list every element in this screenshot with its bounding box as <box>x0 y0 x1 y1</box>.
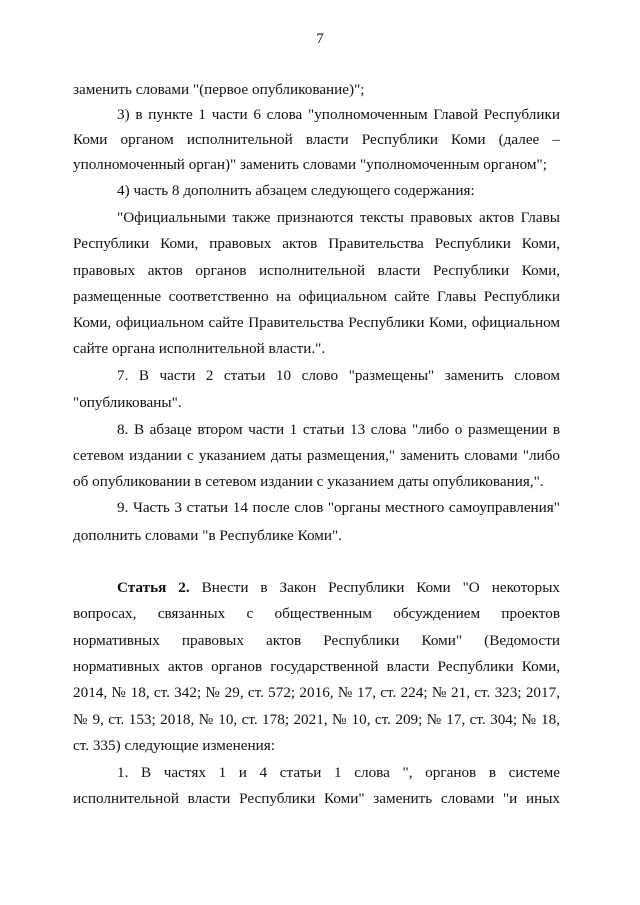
text-line: нормативных актов органов государственной власти Республики Коми, <box>73 658 560 675</box>
text-line: Коми органом исполнительной власти Республики Коми (далее – <box>73 131 560 148</box>
text-line: ст. 335) следующие изменения: <box>73 737 275 754</box>
text-line: размещенные соответственно на официальном сайте Главы Республики <box>73 288 560 305</box>
text-line: сайте органа исполнительной власти.". <box>73 340 326 357</box>
article-heading: Статья 2. <box>117 579 190 596</box>
text-line: исполнительной власти Республики Коми" заменить словами "и иных <box>73 790 560 807</box>
text-line: нормативных правовых актов Республики Коми" (Ведомости <box>73 632 560 649</box>
text-line: 9. Часть 3 статьи 14 после слов "органы местного самоуправления" <box>117 499 560 516</box>
text-line: 1. В частях 1 и 4 статьи 1 слова ", органов в системе <box>117 764 560 781</box>
text-line: 3) в пункте 1 части 6 слова "уполномоченным Главой Республики <box>117 106 560 123</box>
text-line: уполномоченный орган)" заменить словами "уполномоченным органом"; <box>73 156 547 173</box>
text-line: правовых актов органов исполнительной власти Республики Коми, <box>73 262 560 279</box>
text-line: "опубликованы". <box>73 394 182 411</box>
text-line: 8. В абзаце втором части 1 статьи 13 слова "либо о размещении в <box>117 421 560 438</box>
text-line: 7. В части 2 статьи 10 слово "размещены" заменить словом <box>117 367 560 384</box>
text-line: вопросах, связанных с общественным обсуждением проектов <box>73 605 560 622</box>
text-line: 2014, № 18, ст. 342; № 29, ст. 572; 2016, № 17, ст. 224; № 21, ст. 323; 2017, <box>73 684 560 701</box>
text-line: об опубликовании в сетевом издании с указанием даты опубликования,". <box>73 473 544 490</box>
page-number: 7 <box>316 31 324 47</box>
text-line: Статья 2. Внести в Закон Республики Коми "О некоторых <box>117 579 561 596</box>
text-line: № 9, ст. 153; 2018, № 10, ст. 178; 2021, № 10, ст. 209; № 17, ст. 304; № 18, <box>73 711 560 728</box>
text-line: Коми, официальном сайте Правительства Республики Коми, официальном <box>73 314 560 331</box>
text-line: дополнить словами "в Республике Коми". <box>73 527 342 544</box>
text-line: сетевом издании с указанием даты размещения," заменить словами "либо <box>73 447 560 464</box>
text-line: "Официальными также признаются тексты правовых актов Главы <box>117 209 560 226</box>
text-line: Республики Коми, правовых актов Правительства Республики Коми, <box>73 235 560 252</box>
text-line: заменить словами "(первое опубликование)"; <box>73 81 365 98</box>
text-line: 4) часть 8 дополнить абзацем следующего содержания: <box>117 182 475 199</box>
